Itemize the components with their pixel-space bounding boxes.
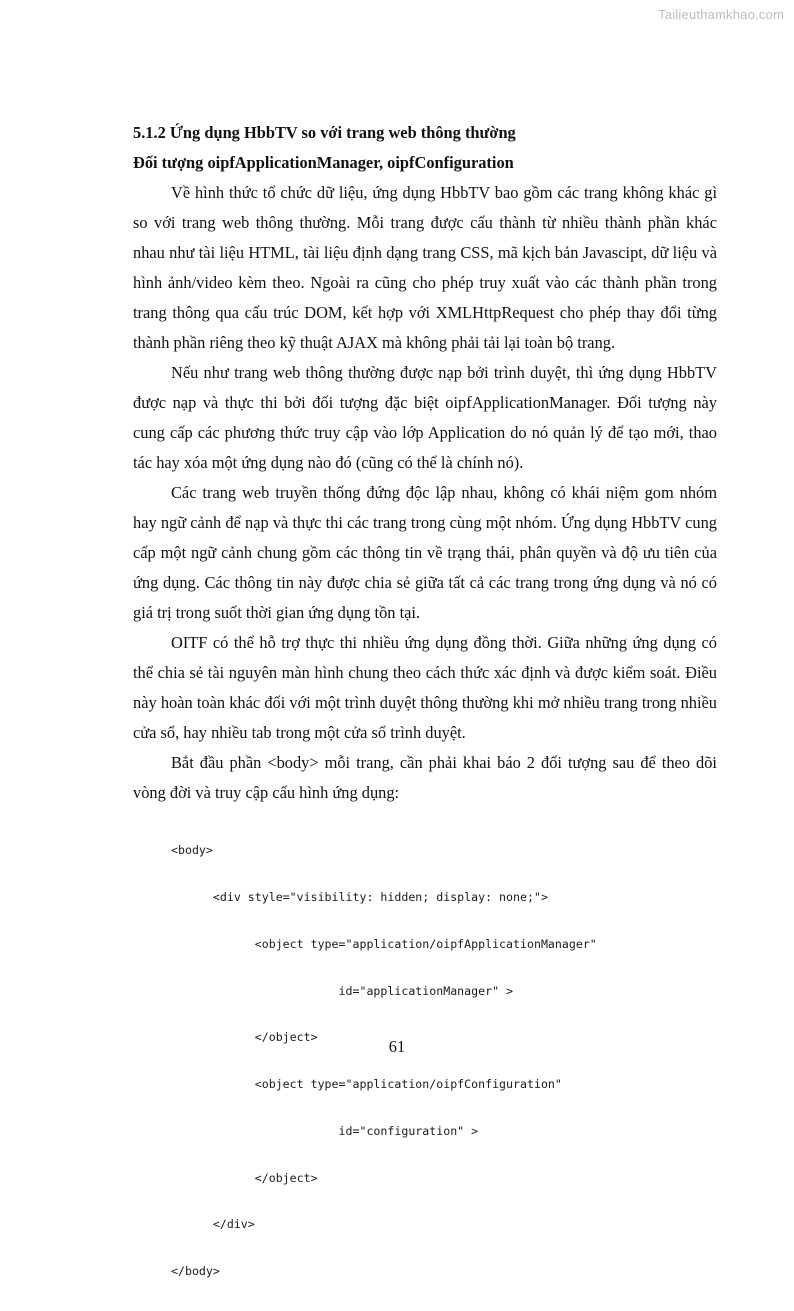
code-block <box>171 812 717 1311</box>
code-line: <object type="application/oipfApplicationManager" <box>171 936 597 951</box>
code-line: <div style="visibility: hidden; display: none;"> <box>171 889 548 904</box>
code-line: </object> <box>171 1030 318 1045</box>
code-line: </div> <box>171 1217 255 1232</box>
subsection-heading: Đối tượng oipfApplicationManager, oipfConfiguration <box>133 153 514 172</box>
document-body <box>133 118 717 1311</box>
code-line: </object> <box>171 1170 318 1185</box>
code-line: id="applicationManager" > <box>171 983 514 998</box>
code-line: </body> <box>171 1264 220 1279</box>
paragraph-1: Về hình thức tổ chức dữ liệu, ứng dụng HbbTV bao gồm các trang không khác gì so với trang web thông thường. Mỗi trang được cấu thành từ nhiều thành phần khác nhau như tài liệu HTML, tài liệu định dạng trang CSS, mã kịch bản Javascipt, dữ liệu và hình ảnh/video kèm theo. Ngoài ra cũng cho phép truy xuất vào các thành phần trong trang thông qua cấu trúc DOM, kết hợp với XMLHttpRequest cho phép thay đổi từng thành phần riêng theo kỹ thuật AJAX mà không phải tải lại toàn bộ trang. <box>133 183 717 352</box>
code-line: <body> <box>171 843 213 858</box>
watermark: Tailieuthamkhao.com <box>658 7 784 22</box>
paragraph-5: Bắt đầu phần <body> mỗi trang, cần phải khai báo 2 đối tượng sau để theo dõi vòng đời và truy cập cấu hình ứng dụng: <box>133 753 717 802</box>
paragraph-3: Các trang web truyền thống đứng độc lập nhau, không có khái niệm gom nhóm hay ngữ cảnh để nạp và thực thi các trang trong cùng một nhóm. Ứng dụng HbbTV cung cấp một ngữ cảnh chung gồm các thông tin về trạng thái, phân quyền và độ ưu tiên của ứng dụng. Các thông tin này được chia sẻ giữa tất cả các trang trong ứng dụng và nó có giá trị trong suốt thời gian ứng dụng tồn tại. <box>133 483 717 622</box>
paragraph-4: OITF có thể hỗ trợ thực thi nhiều ứng dụng đồng thời. Giữa những ứng dụng có thể chia sẻ tài nguyên màn hình chung theo cách thức xác định và được kiểm soát. Điều này hoàn toàn khác đối với một trình duyệt thông thường khi mở nhiều trang trong nhiều cửa sổ, hay nhiều tab trong một cửa sổ trình duyệt. <box>133 633 717 742</box>
page-number: 61 <box>388 1037 406 1056</box>
section-heading: 5.1.2 Ứng dụng HbbTV so với trang web thông thường <box>133 123 516 142</box>
paragraph-2: Nếu như trang web thông thường được nạp bởi trình duyệt, thì ứng dụng HbbTV được nạp và thực thi bởi đối tượng đặc biệt oipfApplicationManager. Đối tượng này cung cấp các phương thức truy cập vào lớp Application do nó quản lý để tạo mới, thao tác hay xóa một ứng dụng nào đó (cũng có thể là chính nó). <box>133 363 717 472</box>
code-line: <object type="application/oipfConfiguration" <box>171 1077 562 1092</box>
code-line: id="configuration" > <box>171 1123 479 1138</box>
